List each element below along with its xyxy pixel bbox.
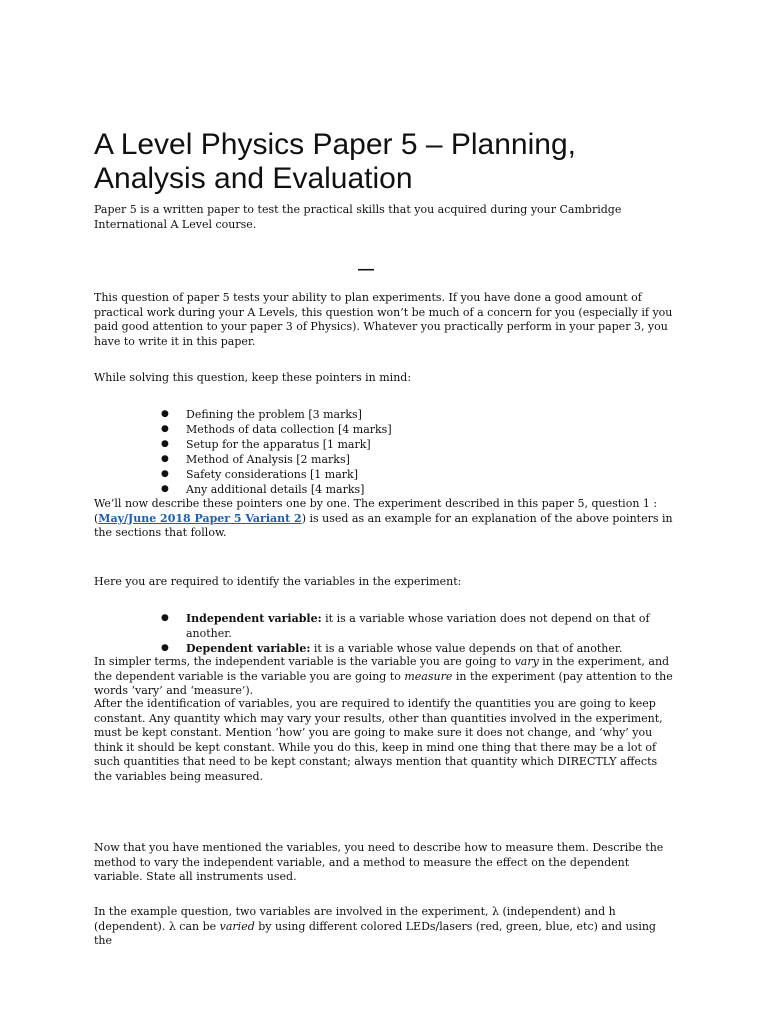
list-item: ● Dependent variable: it is a variable whose value depends on that of another. bbox=[161, 642, 623, 655]
list-item: ● Any additional details [4 marks] bbox=[161, 483, 365, 496]
list-item: ● Methods of data collection [4 marks] bbox=[161, 423, 392, 436]
example-paragraph: We’ll now describe these pointers one by one. The experiment described in this paper 5, question 1 : (May/June 2018 Paper 5 Variant 2) is used as an example for an explanation of the above pointers in the sections that follow. bbox=[94, 497, 673, 539]
bullet-icon: ● bbox=[161, 454, 169, 464]
page-title: A Level Physics Paper 5 – Planning, Analysis and Evaluation bbox=[94, 128, 576, 195]
exam-paper-link[interactable]: May/June 2018 Paper 5 Variant 2 bbox=[98, 511, 302, 525]
section-divider-dash: — bbox=[358, 261, 374, 278]
bullet-icon: ● bbox=[161, 409, 169, 419]
bullet-icon: ● bbox=[161, 643, 169, 653]
list-item: ● Safety considerations [1 mark] bbox=[161, 468, 358, 481]
bullet-icon: ● bbox=[161, 613, 169, 623]
pointers-list bbox=[94, 407, 654, 497]
example-variables-paragraph: In the example question, two variables are involved in the experiment, λ (independent) and h (dependent). λ can be varied by using different colored LEDs/lasers (red, green, blue, etc) and using the bbox=[94, 905, 656, 947]
bullet-icon: ● bbox=[161, 439, 169, 449]
list-item: ● Independent variable: it is a variable whose variation does not depend on that of another. bbox=[161, 612, 650, 640]
intro-paragraph: Paper 5 is a written paper to test the practical skills that you acquired during your Cambridge International A Level course. bbox=[94, 203, 622, 231]
planning-paragraph: This question of paper 5 tests your ability to plan experiments. If you have done a good amount of practical work during your A Levels, this question won’t be much of a concern for you (especially if you paid good attention to your paper 3 of Physics). Whatever you practically perform in your paper 3, you have to write it in this paper. bbox=[94, 291, 673, 348]
variables-explanation-paragraph: In simpler terms, the independent variable is the variable you are going to vary in the experiment, and the dependent variable is the variable you are going to measure in the experiment (pay attention to the words ‘vary’ and ‘measure’). bbox=[94, 655, 673, 697]
list-item: ● Setup for the apparatus [1 mark] bbox=[161, 438, 371, 451]
list-item: ● Method of Analysis [2 marks] bbox=[161, 453, 350, 466]
bullet-icon: ● bbox=[161, 424, 169, 434]
measurement-paragraph: Now that you have mentioned the variables, you need to describe how to measure them. Describe the method to vary the independent variable, and a method to measure the effect on the dependent variable. State all instruments used. bbox=[94, 841, 664, 883]
bullet-icon: ● bbox=[161, 484, 169, 494]
variables-list bbox=[94, 611, 654, 656]
pointers-intro-paragraph: While solving this question, keep these pointers in mind: bbox=[94, 371, 412, 384]
constants-paragraph: After the identification of variables, you are required to identify the quantities you are going to keep constant. Any quantity which may vary your results, other than quantities involved in the experiment, must be kept constant. Mention ‘how’ you are going to make sure it does not change, and ‘why’ you think it should be kept constant. While you do this, keep in mind one thing that there may be a lot of such quantities that need to be kept constant; always mention that quantity which DIRECTLY affects the variables being measured. bbox=[94, 697, 663, 783]
bullet-icon: ● bbox=[161, 469, 169, 479]
list-item: ● Defining the problem [3 marks] bbox=[161, 408, 362, 421]
variables-intro-paragraph: Here you are required to identify the variables in the experiment: bbox=[94, 575, 462, 588]
